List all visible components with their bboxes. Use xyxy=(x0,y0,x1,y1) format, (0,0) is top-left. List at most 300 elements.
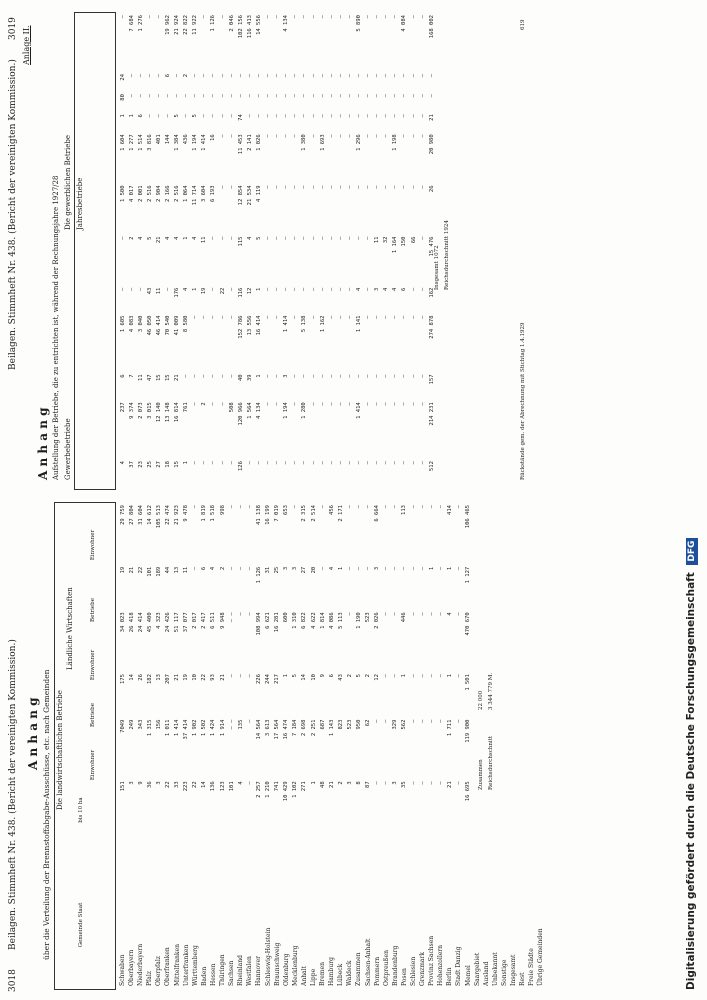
table-cell: — xyxy=(383,134,390,138)
table-cell: — xyxy=(301,236,308,240)
table-cell: 2 166 xyxy=(165,185,172,203)
district-label: Thüringen xyxy=(219,954,227,986)
district-label: Rest xyxy=(519,972,527,986)
table-cell: — xyxy=(346,114,353,118)
table-cell: — xyxy=(346,94,353,98)
table-cell: — xyxy=(192,402,199,406)
table-cell: 6 xyxy=(165,73,172,78)
table-cell: — xyxy=(246,781,253,785)
table-cell: — xyxy=(210,374,217,378)
table-cell: — xyxy=(292,402,299,406)
table-cell: 4 083 xyxy=(128,315,135,333)
table-cell: — xyxy=(419,781,426,785)
table-cell: 1 126 xyxy=(210,15,217,32)
table-cell: — xyxy=(410,674,417,678)
table-cell: — xyxy=(255,114,262,118)
table-cell: — xyxy=(365,287,372,291)
table-cell: 271 xyxy=(301,781,308,792)
table-cell: — xyxy=(419,73,426,78)
table-cell: — xyxy=(328,134,335,138)
table-cell: — xyxy=(228,236,235,240)
table-cell: 2 001 xyxy=(137,185,144,203)
district-label: Oldenburg xyxy=(282,953,290,986)
district-label: Unbekannt xyxy=(491,952,499,986)
table-cell: 5 xyxy=(192,114,199,118)
district-label-column xyxy=(118,836,545,986)
table-cell: 1 143 xyxy=(328,719,335,737)
table-cell: — xyxy=(292,185,299,189)
table-cell: — xyxy=(410,461,417,465)
table-cell: 2 141 xyxy=(246,134,253,151)
table-cell: 11 453 xyxy=(237,134,244,155)
table-row xyxy=(154,504,163,834)
table-cell: 523 xyxy=(346,719,353,730)
table-cell: — xyxy=(301,287,308,291)
table-cell: — xyxy=(374,94,381,98)
table-cell: — xyxy=(137,287,144,291)
table-cell: — xyxy=(346,505,353,509)
table-cell: — xyxy=(237,73,244,78)
table-cell: — xyxy=(319,236,326,240)
table-cell: 1 190 xyxy=(355,612,362,629)
table-cell: — xyxy=(283,287,290,291)
left-header-box xyxy=(54,502,116,990)
table-cell: — xyxy=(301,185,308,189)
district-label: Hannover xyxy=(255,956,263,986)
table-cell: 13 xyxy=(174,566,181,574)
table-cell: — xyxy=(383,505,390,509)
table-cell: — xyxy=(401,114,408,118)
table-row xyxy=(409,504,418,834)
table-cell: — xyxy=(419,566,426,571)
table-row xyxy=(427,504,436,834)
table-cell: — xyxy=(301,94,308,98)
table-cell: 116 413 xyxy=(246,15,253,39)
table-cell: 13 556 xyxy=(246,315,253,336)
table-cell: 37 077 xyxy=(183,612,190,633)
table-cell: 1 126 xyxy=(255,566,262,584)
table-cell: 1 500 xyxy=(119,185,126,203)
table-cell: 3 816 xyxy=(146,134,153,151)
table-row xyxy=(309,504,318,834)
table-cell: — xyxy=(319,73,326,78)
table-cell: — xyxy=(192,73,199,78)
table-cell: — xyxy=(346,402,353,406)
table-cell: 120 966 xyxy=(237,402,244,426)
table-cell: 4 622 xyxy=(310,612,317,629)
district-label: Provinz Sachsen xyxy=(428,935,436,986)
table-cell: 1 164 xyxy=(392,236,399,254)
table-row xyxy=(382,14,391,488)
district-label: Sachsen xyxy=(228,960,236,986)
table-cell: — xyxy=(210,114,217,118)
table-cell: 523 xyxy=(365,612,372,623)
table-row xyxy=(236,504,245,834)
table-cell: 1 127 xyxy=(465,566,472,584)
table-cell: — xyxy=(192,505,199,509)
table-row xyxy=(282,14,291,488)
table-cell: 3 xyxy=(283,566,290,571)
table-cell: — xyxy=(310,315,317,319)
table-cell: — xyxy=(337,374,344,378)
table-cell: — xyxy=(456,612,463,616)
table-cell: — xyxy=(265,236,272,240)
right-page-header: Beilagen. Stimmheft Nr. 438. (Bericht der vereinigten Kommission.) xyxy=(8,59,18,370)
table-cell: — xyxy=(228,185,235,189)
table-cell: 1 711 xyxy=(446,719,453,737)
table-cell: — xyxy=(274,315,281,319)
table-cell: 512 xyxy=(428,461,435,472)
table-row xyxy=(218,14,227,488)
table-cell: 8 580 xyxy=(183,315,190,333)
table-cell: 5 890 xyxy=(355,15,362,32)
table-cell: 1 064 xyxy=(183,185,190,203)
table-row xyxy=(345,14,354,488)
table-cell: — xyxy=(128,73,135,78)
table-cell: — xyxy=(219,374,226,378)
table-cell: — xyxy=(228,73,235,78)
table-cell: 1 424 xyxy=(210,719,217,737)
table-cell: — xyxy=(419,94,426,98)
table-cell: — xyxy=(383,94,390,98)
table-cell: 37 414 xyxy=(183,719,190,740)
table-cell: 10 429 xyxy=(283,781,290,802)
table-cell: 2 xyxy=(219,566,226,571)
table-cell: — xyxy=(192,461,199,465)
table-cell: 1 194 xyxy=(283,402,290,419)
table-cell: 21 xyxy=(428,114,435,121)
table-cell: 5 xyxy=(146,236,153,240)
table-cell: — xyxy=(365,505,372,509)
table-cell: — xyxy=(346,461,353,465)
table-cell: — xyxy=(419,402,426,406)
table-row xyxy=(282,504,291,834)
table-cell: — xyxy=(319,185,326,189)
district-label: Waldeck xyxy=(346,960,354,986)
table-cell: 87 xyxy=(365,781,372,788)
table-cell: 19 xyxy=(183,674,190,681)
right-col-group-c: Jahresbetriebe xyxy=(76,177,84,230)
table-cell: — xyxy=(374,134,381,138)
table-row xyxy=(400,504,409,834)
table-row xyxy=(191,504,200,834)
table-cell: 4 134 xyxy=(255,402,262,419)
table-cell: 600 xyxy=(283,612,290,623)
table-cell: 5 xyxy=(174,114,181,118)
side-page-number: 619 xyxy=(520,19,526,30)
table-cell: 3 xyxy=(292,566,299,571)
table-cell: — xyxy=(392,185,399,189)
right-page-number: 3019 xyxy=(8,17,18,40)
table-cell: — xyxy=(419,315,426,319)
table-cell: 1 310 xyxy=(292,612,299,629)
table-cell: — xyxy=(310,402,317,406)
table-cell: — xyxy=(183,114,190,118)
table-cell: 33 xyxy=(174,781,181,788)
district-label: Hessen xyxy=(209,963,217,986)
table-cell: — xyxy=(228,461,235,465)
table-cell: — xyxy=(437,505,444,509)
table-cell: — xyxy=(337,73,344,78)
table-cell: 249 xyxy=(128,719,135,730)
table-cell: 152 786 xyxy=(237,315,244,339)
table-cell: — xyxy=(410,73,417,78)
table-cell: 1 414 xyxy=(283,315,290,333)
table-cell: — xyxy=(201,94,208,98)
table-cell: — xyxy=(246,612,253,616)
table-cell: — xyxy=(310,461,317,465)
table-cell: — xyxy=(401,402,408,406)
table-cell: — xyxy=(228,505,235,509)
table-cell: — xyxy=(355,505,362,509)
table-cell: — xyxy=(365,461,372,465)
table-cell: 1 276 xyxy=(137,15,144,32)
table-cell: 24 xyxy=(119,73,126,81)
table-cell: — xyxy=(201,73,208,78)
table-row xyxy=(264,14,273,488)
table-cell: 9 478 xyxy=(183,505,190,522)
table-cell: — xyxy=(292,461,299,465)
table-cell: — xyxy=(155,15,162,19)
table-cell: 15 xyxy=(155,374,162,381)
table-row xyxy=(336,504,345,834)
table-cell: 24 426 xyxy=(165,612,172,633)
table-cell: — xyxy=(219,73,226,78)
table-cell: — xyxy=(392,315,399,319)
table-cell: 1 414 xyxy=(201,134,208,151)
table-cell: 823 xyxy=(337,719,344,730)
table-cell: 3 xyxy=(374,566,381,571)
table-cell: 4 xyxy=(328,566,335,571)
table-cell: — xyxy=(428,505,435,509)
table-cell: 14 564 xyxy=(255,719,262,740)
table-cell: — xyxy=(119,287,126,291)
table-row xyxy=(145,504,154,834)
table-cell: 1 210 xyxy=(265,781,272,798)
table-row xyxy=(173,14,182,488)
left-page xyxy=(0,500,707,1000)
table-cell: — xyxy=(274,134,281,138)
table-cell: — xyxy=(310,94,317,98)
right-col-group-b: Die gewerblichen Betriebe xyxy=(64,134,72,230)
table-cell: 9 948 xyxy=(219,612,226,629)
table-cell: — xyxy=(274,236,281,240)
table-cell: 4 xyxy=(210,566,217,571)
table-cell: — xyxy=(374,402,381,406)
table-cell: — xyxy=(265,287,272,291)
table-cell: — xyxy=(374,461,381,465)
table-cell: — xyxy=(392,374,399,378)
table-cell: — xyxy=(365,134,372,138)
table-cell: 21 xyxy=(174,374,181,381)
table-cell: — xyxy=(155,114,162,118)
left-footnote-b: Reichsdurchschnitt xyxy=(488,735,494,790)
district-label: Grenzmark xyxy=(419,951,427,986)
table-cell: 16 695 xyxy=(465,781,472,802)
table-cell: — xyxy=(292,236,299,240)
table-cell: — xyxy=(437,612,444,616)
district-label: Schwaben xyxy=(119,954,126,986)
table-cell: — xyxy=(328,73,335,78)
table-row xyxy=(445,504,454,834)
table-cell: 22 xyxy=(165,781,172,788)
table-cell: 47 xyxy=(146,374,153,381)
table-cell: — xyxy=(401,73,408,78)
table-cell: 2 xyxy=(201,402,208,406)
table-row xyxy=(218,504,227,834)
table-cell: 207 xyxy=(165,674,172,685)
table-cell: — xyxy=(383,719,390,723)
table-cell: 1 914 xyxy=(219,719,226,737)
table-row xyxy=(163,504,172,834)
table-row xyxy=(318,14,327,488)
table-cell: — xyxy=(419,719,426,723)
table-cell: 237 xyxy=(119,402,126,413)
table-cell: — xyxy=(419,287,426,291)
table-cell: — xyxy=(228,94,235,98)
table-cell: 22 822 xyxy=(183,15,190,35)
table-cell: — xyxy=(419,612,426,616)
table-cell: 343 xyxy=(137,719,144,730)
table-cell: — xyxy=(410,94,417,98)
district-label: Brandenburg xyxy=(391,945,399,986)
table-cell: — xyxy=(119,15,126,19)
table-cell: — xyxy=(228,287,235,291)
table-cell: — xyxy=(283,73,290,78)
table-cell: 14 556 xyxy=(255,15,262,35)
table-cell: — xyxy=(128,94,135,98)
table-cell: 4 134 xyxy=(283,15,290,32)
table-cell: 1 902 xyxy=(192,719,199,737)
table-cell: 2 073 xyxy=(137,402,144,419)
table-cell: 16 414 xyxy=(255,315,262,336)
table-cell: 562 xyxy=(401,719,408,730)
right-header-box xyxy=(74,12,116,490)
table-cell: — xyxy=(292,287,299,291)
table-cell: — xyxy=(328,94,335,98)
table-cell: — xyxy=(183,94,190,98)
district-label: Oberpfalz xyxy=(155,956,163,986)
table-cell: — xyxy=(310,114,317,118)
table-cell: — xyxy=(246,719,253,723)
district-label: Mecklenburg xyxy=(291,945,299,986)
table-cell: 2 904 xyxy=(155,185,162,203)
district-label: Schlesien xyxy=(410,956,417,986)
table-cell: — xyxy=(392,612,399,616)
table-cell: 43 xyxy=(337,674,344,681)
table-cell: — xyxy=(265,73,272,78)
right-footnote-b: Reichsdurchschnitt 1924 xyxy=(444,220,450,290)
table-row xyxy=(118,14,127,488)
table-cell: 2 xyxy=(365,674,372,678)
table-cell: — xyxy=(219,461,226,465)
table-cell: — xyxy=(319,114,326,118)
district-label: Bremen xyxy=(319,962,327,986)
table-cell: 126 xyxy=(237,461,244,472)
district-label: Württemberg xyxy=(191,945,199,986)
table-cell: 2 xyxy=(183,73,190,78)
table-cell: — xyxy=(383,73,390,78)
table-cell: 1 814 xyxy=(319,612,326,629)
table-cell: — xyxy=(146,114,153,118)
table-cell: 4 xyxy=(165,236,172,240)
table-cell: 1 162 xyxy=(319,315,326,333)
table-row xyxy=(291,504,300,834)
table-cell: — xyxy=(146,15,153,19)
table-cell: — xyxy=(355,461,362,465)
table-cell: — xyxy=(410,719,417,723)
table-cell: — xyxy=(319,505,326,509)
table-cell: — xyxy=(437,566,444,571)
table-cell: — xyxy=(274,402,281,406)
table-cell: — xyxy=(237,94,244,98)
district-label: Saargebiet xyxy=(473,952,481,986)
table-cell: — xyxy=(410,505,417,509)
table-cell: 741 xyxy=(274,781,281,792)
table-cell: — xyxy=(383,566,390,571)
table-cell: — xyxy=(365,374,372,378)
table-cell: 7049 xyxy=(119,719,126,733)
table-cell: 26 xyxy=(428,185,435,193)
table-cell: 21 534 xyxy=(246,185,253,206)
table-cell: — xyxy=(265,461,272,465)
table-cell: — xyxy=(246,94,253,98)
table-cell: — xyxy=(437,674,444,678)
table-cell: — xyxy=(419,236,426,240)
table-cell: — xyxy=(274,374,281,378)
table-cell: 48 xyxy=(319,781,326,788)
table-cell: 1 514 xyxy=(137,134,144,151)
table-cell: — xyxy=(383,374,390,378)
table-cell: — xyxy=(219,134,226,138)
table-row xyxy=(382,504,391,834)
district-label: Lübeck xyxy=(337,963,345,986)
table-cell: 35 xyxy=(401,781,408,788)
table-cell: 950 xyxy=(355,719,362,730)
table-cell: 244 xyxy=(265,674,272,685)
table-cell: — xyxy=(383,402,390,406)
table-cell: — xyxy=(337,402,344,406)
table-cell: 16 xyxy=(210,134,217,141)
table-cell: — xyxy=(383,674,390,678)
table-cell: 16 199 xyxy=(265,505,272,525)
table-cell: 2 251 xyxy=(310,719,317,737)
table-cell: — xyxy=(201,315,208,319)
table-cell: — xyxy=(301,15,308,19)
table-cell: 2 516 xyxy=(146,185,153,203)
table-cell: — xyxy=(274,73,281,78)
table-cell: — xyxy=(246,73,253,78)
right-footnote-a: Insgesamt 1072 xyxy=(434,245,440,290)
table-row xyxy=(373,504,382,834)
table-cell: 16 474 xyxy=(283,719,290,740)
table-cell: 12 xyxy=(246,287,253,295)
table-cell: 761 xyxy=(183,402,190,413)
table-cell: 156 xyxy=(155,719,162,730)
table-cell: 1 xyxy=(183,461,190,465)
district-label: Sachsen-Anhalt xyxy=(364,938,372,986)
left-page-number: 3018 xyxy=(8,969,18,992)
table-cell: — xyxy=(401,315,408,319)
table-cell: 3 xyxy=(346,781,353,785)
district-label: Pommern xyxy=(373,956,381,986)
table-cell: 414 xyxy=(446,505,453,515)
table-cell: — xyxy=(246,566,253,571)
table-row xyxy=(291,14,300,488)
district-label: Braunschweig xyxy=(273,942,281,986)
table-cell: — xyxy=(392,73,399,78)
table-cell: 22 xyxy=(201,674,208,681)
